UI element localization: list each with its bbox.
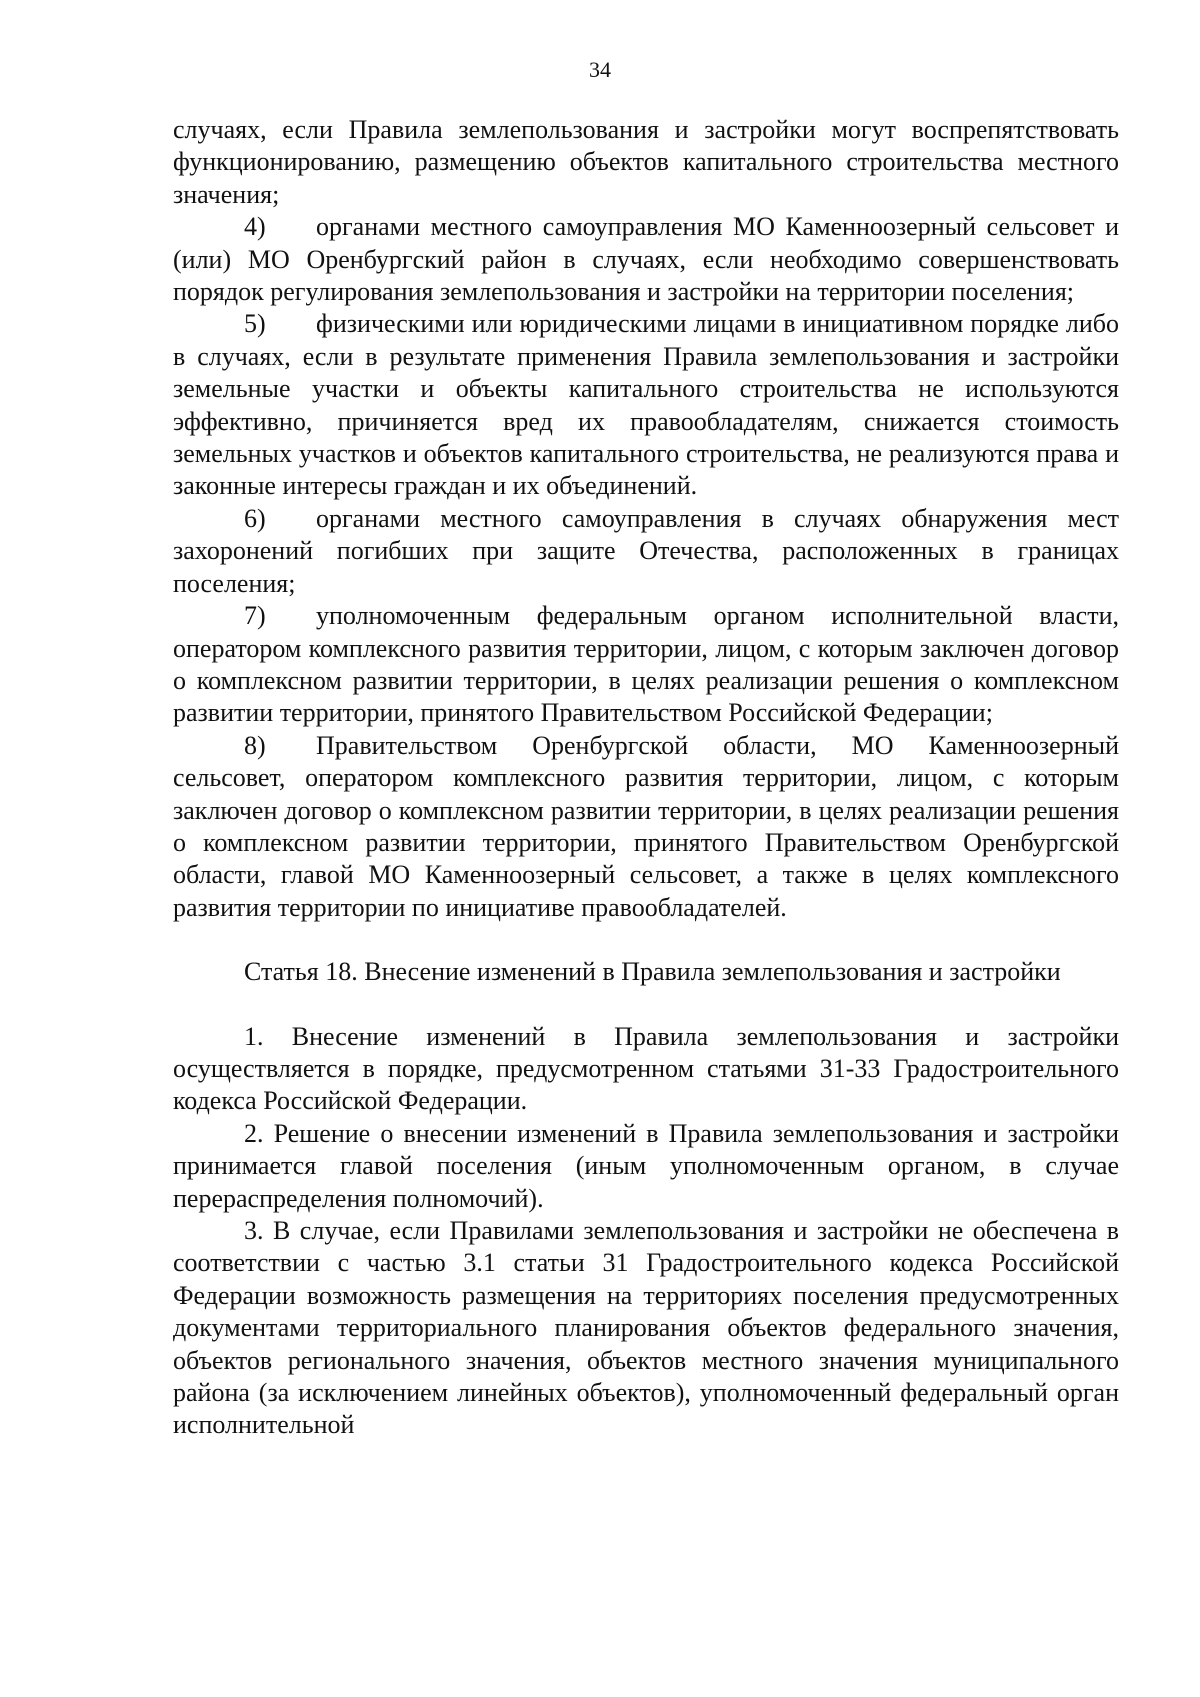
list-item-text: уполномоченным федеральным органом исполнительной власти, оператором комплексного развития территории, лицом, с которым заключен договор о комплексном развитии территории, в целях реализации решения о комплексном развитии территории, принятого Правительством Российской Федерации; [173,601,1119,728]
list-item-6 [173,503,1119,600]
list-item-number: 7) [244,601,266,631]
article-point-3: 3. В случае, если Правилами землепользования и застройки не обеспечена в соответствии с частью 3.1 статьи 31 Градостроительного кодекса Российской Федерации возможность размещения на территориях поселения предусмотренных документами территориального планирования объектов федерального значения, объектов регионального значения, объектов местного значения муниципального района (за исключением линейных объектов), уполномоченный федеральный орган исполнительной [173,1216,1119,1440]
list-item-text: Правительством Оренбургской области, МО Каменноозерный сельсовет, оператором комплексного развития территории, лицом, с которым заключен договор о комплексном развитии территории, в целях реализации решения о комплексном развитии территории, принятого Правительством Оренбургской области, главой МО Каменноозерный сельсовет, а также в целях комплексного развития территории по инициативе правообладателей. [173,730,1119,922]
list-item-number: 4) [244,212,266,242]
list-item-number: 6) [244,503,266,533]
page-number: 34 [589,57,611,82]
list-item-8 [173,730,1119,924]
article-point-1: 1. Внесение изменений в Правила землепользования и застройки осуществляется в порядке, предусмотренном статьями 31-33 Градостроительного кодекса Российской Федерации. [173,1021,1119,1116]
list-item-7 [173,600,1119,730]
list-item-number: 8) [244,730,266,760]
article-point-2: 2. Решение о внесении изменений в Правила землепользования и застройки принимается главой поселения (иным уполномоченным органом, в случае перераспределения полномочий). [173,1118,1119,1213]
list-item-5 [173,308,1119,502]
list-item-4 [173,211,1119,308]
list-item-text: органами местного самоуправления МО Каменноозерный сельсовет и (или) МО Оренбургский район в случаях, если необходимо совершенствовать порядок регулирования землепользования и застройки на территории поселения; [173,212,1119,307]
document-body [173,114,1119,1442]
paragraph-continuation: случаях, если Правила землепользования и застройки могут воспрепятствовать функционированию, размещению объектов капитального строительства местного значения; [173,115,1119,209]
list-item-text: органами местного самоуправления в случаях обнаружения мест захоронений погибших при защите Отечества, расположенных в границах поселения; [173,503,1119,598]
article-heading: Статья 18. Внесение изменений в Правила землепользования и застройки [244,957,1061,987]
list-item-text: физическими или юридическими лицами в инициативном порядке либо в случаях, если в результате применения Правила землепользования и застройки земельные участки и объекты капитального строительства не используются эффективно, причиняется вред их правообладателям, снижается стоимость земельных участков и объектов капитального строительства, не реализуются права и законные интересы граждан и их объединений. [173,309,1119,501]
list-item-number: 5) [244,309,266,339]
